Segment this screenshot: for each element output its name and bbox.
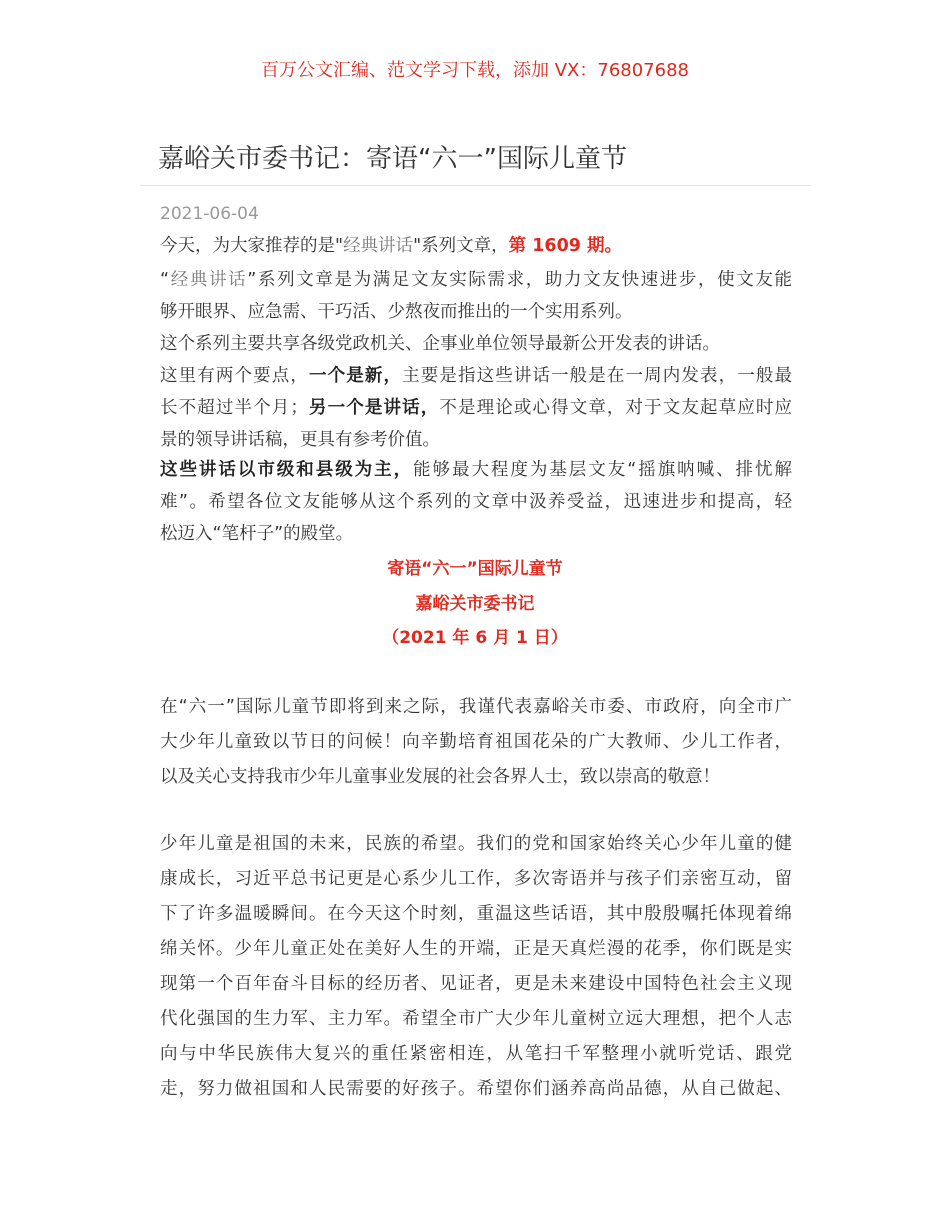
text-segment: 够开眼界、应急需、干巧活、少熬夜而推出的一个实用系列。 [160, 302, 633, 322]
text-segment: 这里有两个要点， [160, 366, 309, 386]
text-segment: 松迈入“笔杆子”的殿堂。 [160, 524, 354, 544]
speech-title: 寄语“六一”国际儿童节 [387, 559, 563, 579]
text-segment: 今天，为大家推荐的是" [160, 236, 344, 256]
body-line: 以及关心支持我市少年儿童事业发展的社会各界人士，致以崇高的敬意！ [160, 767, 720, 787]
body-line: 现第一个百年奋斗目标的经历者、见证者，更是未来建设中国特色社会主义现 [160, 974, 792, 994]
intro-line [160, 298, 792, 323]
title-divider [140, 185, 810, 186]
intro-line [160, 456, 792, 481]
text-segment: 经典讲话 [169, 270, 248, 290]
bold-text: 这些讲话以市级和县级为主， [160, 460, 414, 480]
bold-text: 一个是新， [308, 366, 403, 386]
intro-line [160, 330, 792, 355]
publish-date: 2021-06-04 [160, 204, 259, 224]
text-segment: 经典讲话 [343, 236, 414, 256]
text-segment: 长不超过半个月； [160, 398, 308, 418]
intro-line [160, 426, 792, 451]
text-segment: “ [160, 270, 170, 290]
speech-date: （2021 年 6 月 1 日） [382, 628, 568, 648]
page-title: 嘉峪关市委书记：寄语“六一”国际儿童节 [158, 144, 627, 174]
intro-line [160, 362, 792, 387]
body-line: 绵关怀。少年儿童正处在美好人生的开端，正是天真烂漫的花季，你们既是实 [160, 939, 792, 959]
text-segment: ”系列文章是为满足文友实际需求，助力文友快速进步，使文友能 [247, 270, 792, 290]
body-line: 大少年儿童致以节日的问候！向辛勤培育祖国花朵的广大教师、少儿工作者， [160, 732, 792, 752]
body-line: 少年儿童是祖国的未来，民族的希望。我们的党和国家始终关心少年儿童的健 [160, 834, 792, 854]
body-line: 走，努力做祖国和人民需要的好孩子。希望你们涵养高尚品德，从自己做起、 [160, 1079, 792, 1099]
body-line: 下了许多温暖瞬间。在今天这个时刻，重温这些话语，其中殷殷嘱托体现着绵 [160, 904, 792, 924]
bold-text: 另一个是讲话， [307, 398, 440, 418]
body-line: 代化强国的生力军、主力军。希望全市广大少年儿童树立远大理想，把个人志 [160, 1009, 792, 1029]
text-segment: "系列文章， [413, 236, 509, 256]
body-line: 在“六一”国际儿童节即将到来之际，我谨代表嘉峪关市委、市政府，向全市广 [160, 697, 792, 717]
intro-line [160, 266, 792, 291]
text-segment: 主要是指这些讲话一般是在一周内发表，一般最 [402, 366, 793, 386]
intro-line [160, 232, 792, 257]
intro-line [160, 394, 792, 419]
intro-line [160, 488, 792, 513]
text-segment: 这个系列主要共享各级党政机关、企事业单位领导最新公开发表的讲话。 [160, 334, 720, 354]
body-line: 康成长，习近平总书记更是心系少儿工作，多次寄语并与孩子们亲密互动，留 [160, 869, 792, 889]
text-segment: 景的领导讲话稿，更具有参考价值。 [160, 430, 440, 450]
body-line: 向与中华民族伟大复兴的重任紧密相连，从笔扫千军整理小就听党话、跟党 [160, 1044, 792, 1064]
text-segment: 能够最大程度为基层文友“摇旗呐喊、排忧解 [413, 460, 792, 480]
text-segment: 难”。希望各位文友能够从这个系列的文章中汲养受益，迅速进步和提高，轻 [160, 492, 792, 512]
promo-banner: 百万公文汇编、范文学习下载，添加 VX：76807688 [261, 60, 689, 81]
text-segment: 不是理论或心得文章，对于文友起草应时应 [439, 398, 793, 418]
speech-author: 嘉峪关市委书记 [415, 594, 535, 614]
issue-number: 第 1609 期。 [508, 236, 623, 256]
intro-line [160, 520, 792, 545]
